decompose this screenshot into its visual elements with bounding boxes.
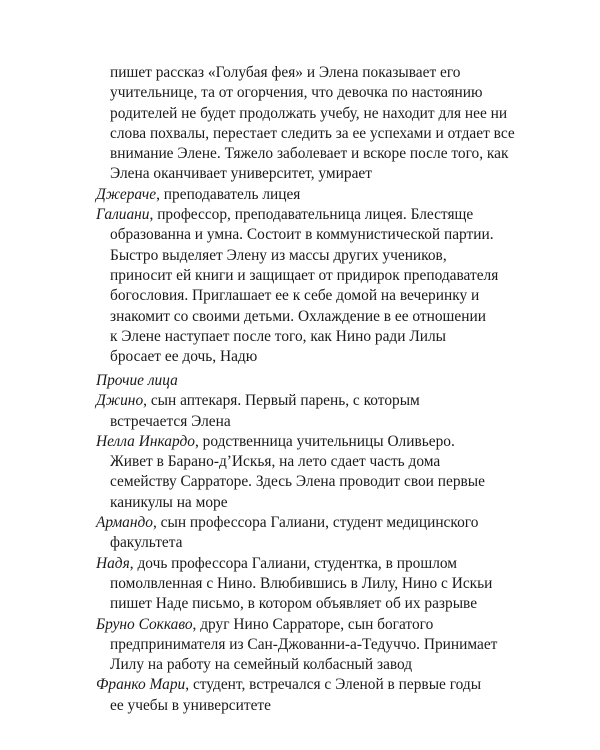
text-line: семейству Сарраторе. Здесь Элена проводит свои первые: [110, 473, 485, 491]
character-description: , родственница учительницы Оливьеро.: [194, 432, 455, 450]
text-line: пишет рассказ «Голубая фея» и Элена показывает его: [110, 64, 461, 81]
text-line: Лилу на работу на семейный колбасный завод: [110, 656, 413, 674]
entry-franco: [96, 675, 516, 695]
entry-gino: [96, 391, 516, 411]
character-name: Нелла Инкардо: [96, 432, 195, 450]
entry-nadia: [96, 554, 516, 574]
text-line: богословия. Приглашает ее к себе домой на вечеринку и: [110, 287, 480, 305]
character-name: Армандо: [96, 514, 153, 532]
text-line: каникулы на море: [110, 493, 228, 511]
character-name: Франко Мари: [96, 676, 186, 694]
text-line: родителей не будет продолжать учебу, не находит для нее ни: [110, 104, 508, 122]
character-description: , сын аптекаря. Первый парень, с которым: [143, 392, 420, 410]
text-line: Быстро выделяет Элену из массы других учеников,: [110, 246, 447, 264]
text-line: образованна и умна. Состоит в коммунистической партии.: [110, 226, 494, 244]
text-line: знакомит со своими детьми. Охлаждение в ее отношении: [110, 307, 486, 325]
character-description: , преподаватель лицея: [156, 185, 301, 203]
character-description: , студент, встречался с Эленой в первые годы: [185, 676, 482, 694]
text-line: внимание Элене. Тяжело заболевает и вскоре после того, как: [110, 145, 509, 163]
text-line: приносит ей книги и защищает от придирок преподавателя: [110, 266, 499, 284]
text-line: помолвленная с Нино. Влюбившись в Лилу, Нино с Искьи: [110, 574, 493, 592]
text-line: слова похвалы, перестает следить за ее успехами и отдает все: [110, 124, 515, 142]
entry-nella: [96, 432, 516, 452]
character-description: , друг Нино Сарраторе, сын богатого: [192, 615, 434, 633]
text-line: учительнице, та от огорчения, что девочка по настоянию: [110, 84, 483, 102]
text-line: бросает ее дочь, Надю: [110, 348, 258, 366]
section-heading: Прочие лица: [96, 372, 178, 389]
text-line: Элена оканчивает университет, умирает: [110, 165, 372, 183]
text-line: пишет Наде письмо, в котором объявляет об их разрыве: [110, 595, 478, 613]
character-list-continued: [96, 63, 516, 367]
entry-armando: [96, 513, 516, 533]
character-name: Надя: [96, 554, 130, 572]
character-description: , дочь профессора Галиани, студентка, в прошлом: [129, 554, 458, 572]
entry-bruno: [96, 615, 516, 635]
text-line: предпринимателя из Сан-Джованни-а-Тедуччо. Принимает: [110, 635, 498, 653]
text-line: к Элене наступает после того, как Нино ради Лилы: [110, 327, 447, 345]
character-description: , профессор, преподавательница лицея. Блестяще: [149, 206, 474, 224]
character-name: Джераче: [96, 185, 157, 203]
other-characters-section: [96, 371, 516, 716]
entry-gerace: [96, 185, 516, 205]
character-description: , сын профессора Галиани, студент медицинского: [152, 514, 479, 532]
text-line: встречается Элена: [110, 412, 231, 430]
character-name: Бруно Соккаво: [96, 615, 193, 633]
character-name: Галиани: [96, 206, 150, 224]
entry-galiani: [96, 205, 516, 225]
text-line: Живет в Барано-д’Искья, на лето сдает часть дома: [110, 453, 441, 471]
character-name: Джино: [96, 392, 144, 410]
text-line: ее учебы в университете: [110, 696, 271, 714]
text-line: факультета: [110, 534, 183, 552]
